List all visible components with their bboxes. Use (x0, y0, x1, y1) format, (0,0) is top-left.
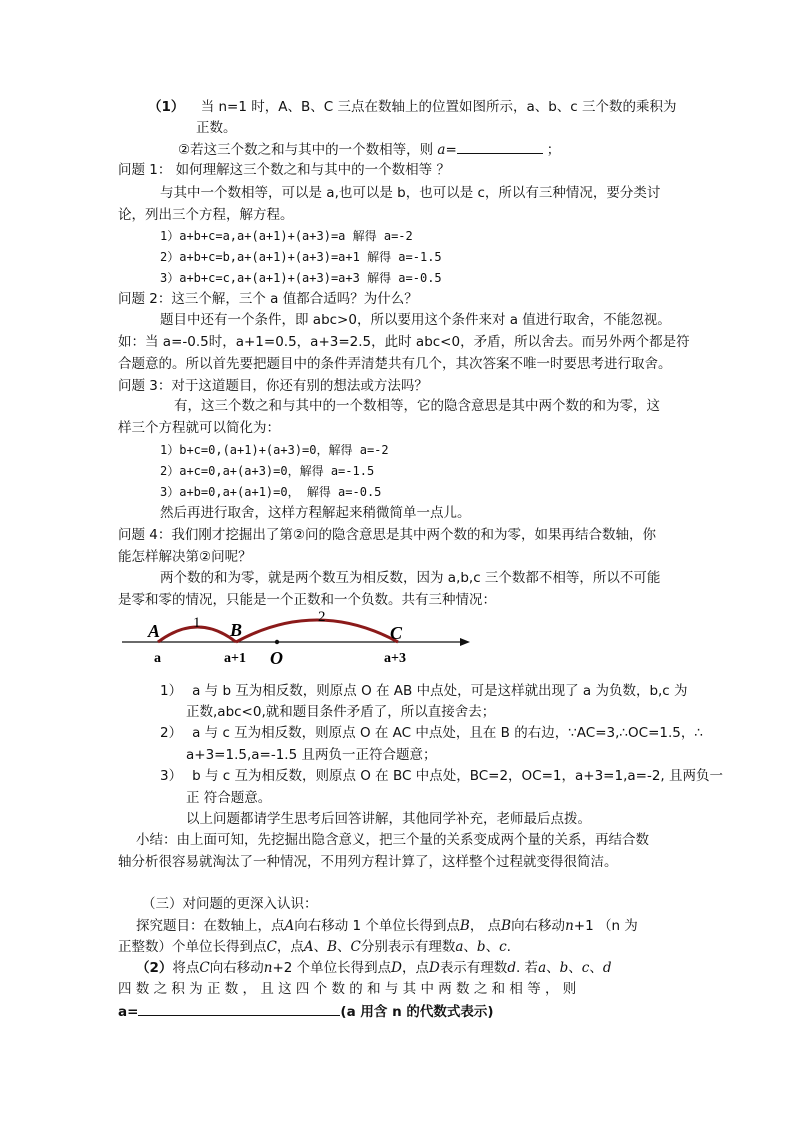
section3-line4: 四 数 之 积 为 正 数 ， 且 这 四 个 数 的 和 与 其 中 两 数 之 和 相 等 ， 则 (118, 981, 577, 997)
point-o-label: O (270, 648, 283, 668)
problem2-para2: 如：当 a=-0.5时，a+1=0.5，a+3=2.5，此时 abc<0，矛盾，所以舍去。而另外两个都是符 (118, 334, 690, 350)
text-span: 正整数）个单位长得到点 (118, 939, 267, 955)
text-span: d (507, 960, 516, 976)
tick-b-label: a+1 (224, 651, 246, 666)
case2-line1 (160, 723, 703, 743)
problem1-title: 问题 1： 如何理解这三个数之和与其中的一个数相等 ？ (118, 162, 450, 178)
summary-line2: 轴分析很容易就淘汰了一种情况，不用列方程计算了，这样整个过程就变得很简洁。 (118, 854, 618, 870)
q1-label: （1） (148, 99, 185, 115)
problem4-title2: 能怎样解决第②问呢？ (118, 549, 252, 565)
text-span: c (499, 939, 507, 955)
text-span: a= (118, 1004, 139, 1020)
point-b-label: B (230, 620, 243, 640)
text-span: b (559, 960, 569, 976)
problem3-eq3: 3）a+b=0,a+(a+1)=0， 解得 a=-0.5 (160, 485, 382, 499)
point-a-label: A (148, 621, 161, 641)
arc-bc (236, 620, 398, 642)
text-span: C (266, 939, 277, 955)
q1-end: ； (546, 142, 561, 158)
text-span: 、 (589, 960, 603, 976)
case3-text: b 与 c 互为相反数，则原点 O 在 BC 中点处，BC=2，OC=1，a+3=1,a=-2, 且两负一 (192, 768, 723, 784)
case1-number: 1） (160, 683, 183, 699)
case2-number: 2） (160, 725, 183, 741)
text-span: . 若 (515, 960, 539, 976)
problem4-para1: 两个数的和为零，就是两个数互为相反数，因为 a,b,c 三个数都不相等，所以不可能 (160, 570, 661, 586)
problem2-para1: 题目中还有一个条件，即 abc>0，所以要用这个条件来对 a 值进行取舍，不能忽视。 (160, 312, 671, 328)
problem1-para2: 论，列出三个方程，解方程。 (118, 207, 294, 223)
text-span: 表示有理数 (439, 960, 508, 976)
tick-c-label: a+3 (384, 651, 406, 666)
problem2-title: 问题 2：这三个解，三个 a 值都合适吗？为什么？ (118, 291, 418, 307)
text-span: 、 (463, 939, 477, 955)
text-span: 、 (337, 939, 351, 955)
case3-line2: 正 符合题意。 (186, 790, 272, 806)
problem2-para3: 合题意的。所以首先要把题目中的条件弄清楚共有几个，其次答案不唯一时要思考进行取舍。 (118, 356, 672, 372)
problem3-title: 问题 3：对于这道题目，你还有别的想法或方法吗？ (118, 378, 428, 394)
q1-condition: ②若这三个数之和与其中的一个数相等，则 (178, 142, 434, 158)
case3-line1 (160, 766, 723, 786)
arc-bc-length: 2 (318, 609, 326, 625)
case2-text: a 与 c 互为相反数，则原点 O 在 AC 中点处，且在 B 的右边，∵AC=3,∴OC=1.5，∴ (192, 725, 703, 741)
q1-line3: ②若这三个数之和与其中的一个数相等，则 a= ； (178, 139, 560, 160)
text-span: 探究题目：在数轴上，点 (136, 918, 285, 934)
number-line-figure (118, 602, 478, 674)
text-span: 、 (313, 939, 328, 955)
case3-number: 3） (160, 768, 183, 784)
answer-blank-1[interactable] (457, 139, 543, 154)
text-span: 将点 (172, 960, 200, 976)
text-span: 向右移动 1 个单位长得到点 (294, 918, 460, 934)
text-span: （2） (136, 960, 173, 976)
text-span: +1 （n 为 (573, 918, 638, 934)
problem1-eq1: 1）a+b+c=a,a+(a+1)+(a+3)=a 解得 a=-2 (160, 229, 413, 243)
text-span: c (581, 960, 590, 976)
text-span: B (501, 918, 512, 934)
text-span: ，点 (401, 960, 429, 976)
problem4-para2: 是零和零的情况，只能是一个正数和一个负数。共有三种情况： (118, 592, 496, 608)
problem3-eq1: 1）b+c=0,(a+1)+(a+3)=0，解得 a=-2 (160, 443, 389, 457)
text-span: B (459, 918, 470, 934)
case2-line2: a+3=1.5,a=-1.5 且两负一正符合题意； (186, 747, 437, 763)
q1-var: a (437, 142, 446, 158)
problem3-para1: 有，这三个数之和与其中的一个数相等，它的隐含意思是其中两个数的和为零，这 (174, 398, 660, 414)
problem3-para2: 样三个方程就可以简化为： (118, 420, 280, 436)
text-span: 、 (546, 960, 560, 976)
problem3-after: 然后再进行取舍，这样方程解起来稍微简单一点儿。 (160, 505, 471, 521)
case1-text: a 与 b 互为相反数，则原点 O 在 AB 中点处，可是这样就出现了 a 为负数，b,c 为 (192, 683, 688, 699)
text-span: A (284, 918, 295, 934)
text-span: n (565, 918, 574, 934)
text-span: 向右移动 (511, 918, 566, 934)
text-span: 、 (485, 939, 500, 955)
text-span: a (538, 960, 547, 976)
section3-line5 (118, 1001, 494, 1022)
text-span: 、 (568, 960, 582, 976)
problem1-para1: 与其中一个数相等，可以是 a,也可以是 b，也可以是 c，所以有三种情况，要分类讨 (160, 185, 661, 201)
origin-dot (275, 640, 279, 644)
text-span: D (428, 960, 440, 976)
text-span: 分别表示有理数 (360, 939, 456, 955)
section3-line3 (136, 958, 612, 978)
text-span: ， 点 (469, 918, 502, 934)
text-span: ，点 (276, 939, 304, 955)
summary-line1: 小结：由上面可知，先挖掘出隐含意义，把三个量的关系变成两个量的关系，再结合数 (136, 832, 649, 848)
text-span: . (506, 939, 511, 955)
text-span: d (602, 960, 612, 976)
section3-line1 (136, 916, 638, 936)
section3-line2 (118, 937, 511, 957)
text-span: A (303, 939, 314, 955)
text-span: b (476, 939, 486, 955)
text-span: 向右移动 (209, 960, 264, 976)
q1-text: 当 n=1 时，A、B、C 三点在数轴上的位置如图所示，a、b、c 三个数的乘积为 (200, 99, 677, 115)
section3-title: （三）对问题的更深入认识： (142, 896, 318, 912)
problem1-eq2: 2）a+b+c=b,a+(a+1)+(a+3)=a+1 解得 a=-1.5 (160, 250, 442, 264)
text-span: C (199, 960, 210, 976)
problem3-eq2: 2）a+c=0,a+(a+3)=0，解得 a=-1.5 (160, 464, 375, 478)
text-span: B (327, 939, 338, 955)
problem1-eq3: 3）a+b+c=c,a+(a+1)+(a+3)=a+3 解得 a=-0.5 (160, 271, 442, 285)
arc-ab-length: 1 (193, 615, 201, 631)
text-span: n (263, 960, 273, 976)
case1-line1 (160, 681, 688, 701)
point-c-label: C (390, 623, 403, 643)
text-span: a (455, 939, 464, 955)
arrow-head-icon (460, 638, 470, 646)
q1-line1 (148, 97, 677, 117)
problem4-title1: 问题 4：我们刚才挖掘出了第②问的隐含意思是其中两个数的和为零，如果再结合数轴，你 (118, 527, 656, 543)
text-span: D (391, 960, 402, 976)
answer-blank-2[interactable] (138, 1001, 340, 1016)
tick-a-label: a (154, 651, 161, 666)
text-span: (a 用含 n 的代数式表示) (340, 1004, 494, 1020)
text-span: +2 个单位长得到点 (272, 960, 392, 976)
closing-remark: 以上问题都请学生思考后回答讲解，其他同学补充，老师最后点拨。 (186, 811, 591, 827)
case1-line2: 正数,abc<0,就和题目条件矛盾了，所以直接舍去； (186, 704, 496, 720)
q1-line2: 正数。 (196, 120, 237, 136)
text-span: C (350, 939, 361, 955)
